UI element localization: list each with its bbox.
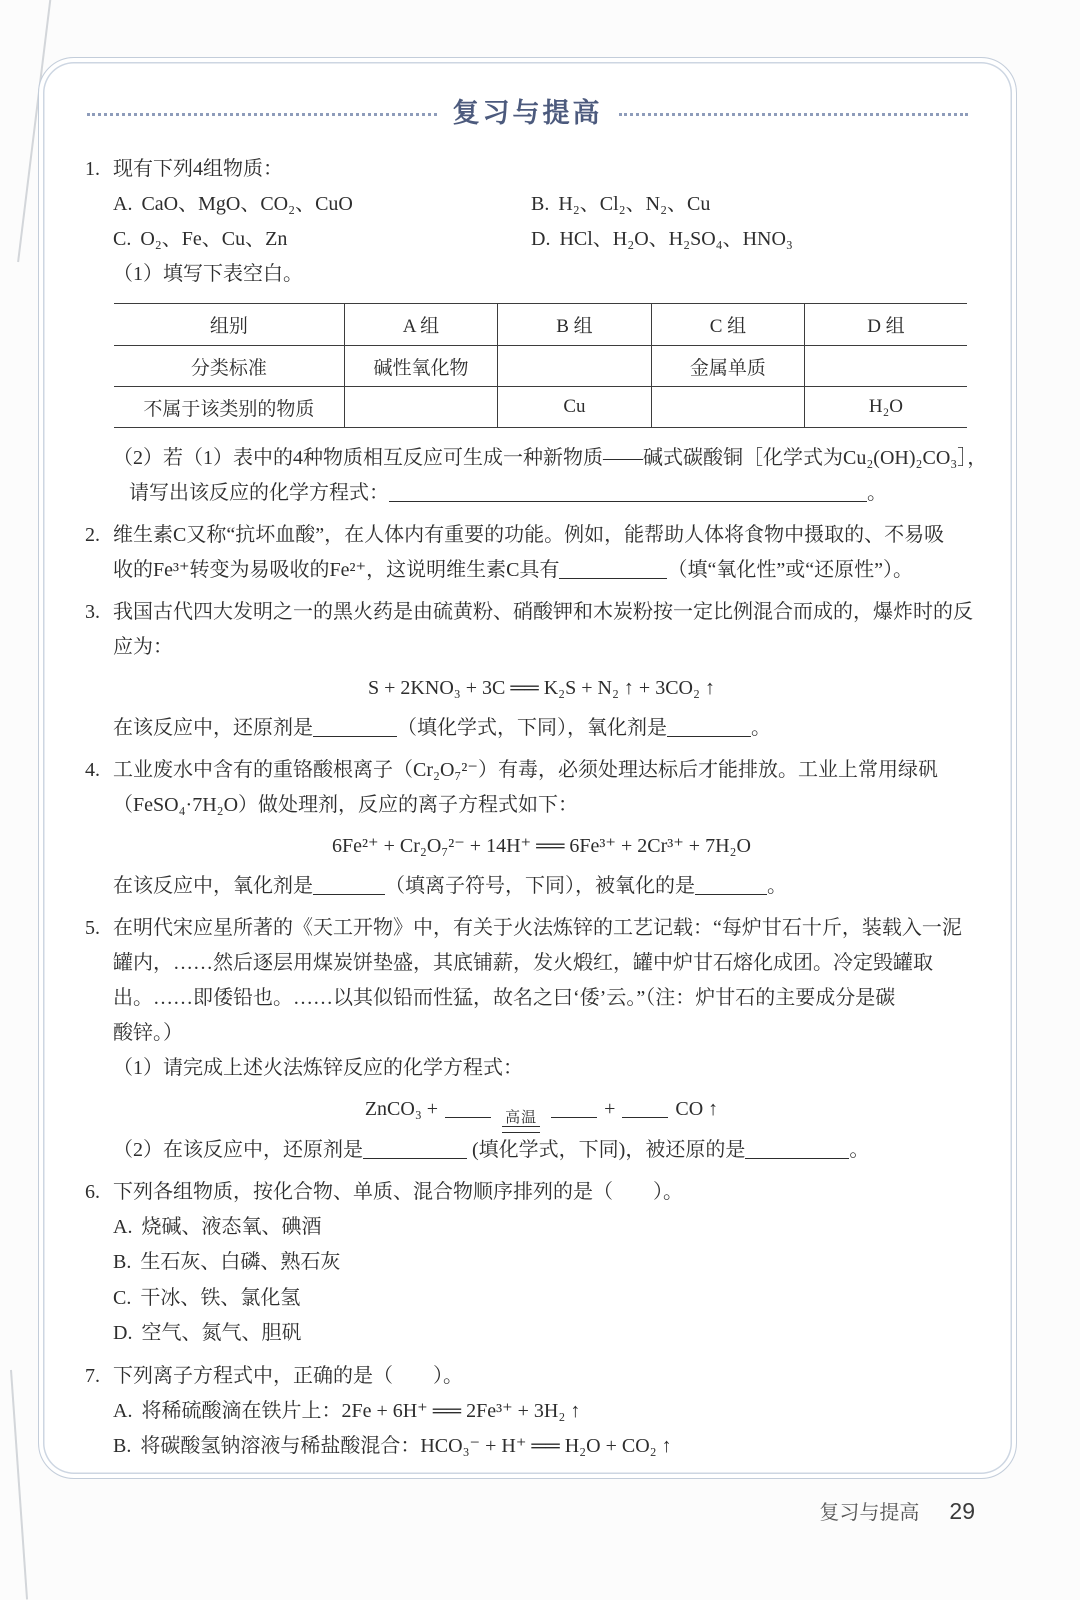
q2-hint: （填“氧化性”或“还原性”）。 [667, 559, 913, 581]
table-header-cell: B 组 [498, 304, 651, 346]
table-header-cell: 组别 [114, 304, 344, 346]
question-2 [85, 518, 970, 588]
answer-blank [622, 1103, 668, 1118]
scan-edge-artifact-bottom [10, 1370, 28, 1600]
question-1 [85, 152, 988, 511]
equals-double-line [502, 1126, 540, 1133]
question-5 [85, 911, 970, 1168]
question-4-equation: 6Fe²⁺ + Cr₂O₇²⁻ + 14H⁺ ══ 6Fe³⁺ + 2Cr³⁺ + 7H₂O [332, 835, 751, 857]
q4-fill-text-1: 在该反应中，氧化剂是 [113, 875, 313, 897]
question-3-line-1: 我国古代四大发明之一的黑火药是由硫黄粉、硝酸钾和木炭粉按一定比例混合而成的，爆炸时的反 [113, 601, 973, 623]
question-4-line-1: 工业废水中含有的重铬酸根离子（Cr₂O₇²⁻）有毒，必须处理达标后才能排放。工业上常用绿矾 [113, 759, 938, 781]
option-d-text: HCl、H₂O、H₂SO₄、HNO₃ [559, 228, 793, 250]
option-b-label: B. [113, 1435, 132, 1457]
table-header-cell: A 组 [344, 304, 497, 346]
question-3-number: 3. [85, 601, 100, 623]
option-a-text: CaO、MgO、CO₂、CuO [141, 193, 353, 215]
question-1-stem: 现有下列4组物质： [113, 158, 283, 180]
answer-blank [313, 880, 385, 895]
question-7 [85, 1359, 970, 1465]
question-6 [85, 1175, 970, 1352]
question-7-number: 7. [85, 1364, 100, 1387]
page-footer [0, 1496, 975, 1525]
question-5-equation [113, 1086, 970, 1133]
content-frame [38, 57, 1017, 1479]
question-6-stem: 下列各组物质，按化合物、单质、混合物顺序排列的是（ ）。 [113, 1180, 683, 1203]
question-3-fill-line [113, 711, 970, 746]
reaction-condition [502, 1110, 540, 1133]
q3-fill-text-2: （填化学式，下同），氧化剂是 [397, 717, 667, 739]
table-row [114, 346, 967, 387]
question-3-line-2: 应为： [113, 636, 173, 658]
question-1-part-2-line-2 [113, 476, 970, 511]
table-header-cell: D 组 [805, 304, 967, 346]
question-1-number: 1. [85, 158, 100, 180]
q2-text: 收的Fe³⁺转变为易吸收的Fe²⁺，这说明维生素C具有 [113, 559, 560, 581]
q4-sentence-end: 。 [767, 875, 787, 897]
question-6-option-b [113, 1245, 970, 1281]
question-6-option-d [113, 1316, 970, 1352]
answer-blank [363, 1144, 467, 1159]
option-b-text: 将碳酸氢钠溶液与稀盐酸混合：HCO₃⁻ + H⁺ ══ H₂O + CO₂ ↑ [140, 1435, 672, 1457]
question-1-option-b [531, 187, 970, 222]
answer-blank [389, 487, 867, 502]
table-cell [805, 346, 967, 387]
section-header [87, 98, 968, 128]
answer-blank [551, 1103, 597, 1118]
question-2-line-2 [113, 553, 970, 588]
q5-equation-reactant: ZnCO₃ + [364, 1098, 439, 1120]
q5-sentence-end: 。 [849, 1138, 870, 1161]
question-5-line-2: 罐内，……然后逐层用煤炭饼垫盛，其底铺薪，发火煅红，罐中炉甘石熔化成团。冷定毁罐取 [113, 952, 933, 974]
option-a-label: A. [113, 1399, 133, 1422]
question-5-line-4: 酸锌。） [113, 1022, 183, 1044]
question-3 [85, 595, 973, 746]
question-5-number: 5. [85, 917, 100, 939]
question-7-option-a [113, 1394, 970, 1430]
table-cell: 不属于该类别的物质 [114, 387, 344, 428]
q5-equation-plus: + [604, 1098, 616, 1120]
footer-section-label: 复习与提高 [819, 1502, 920, 1524]
question-6-option-c [113, 1281, 970, 1317]
question-6-number: 6. [85, 1180, 100, 1203]
q1-equation-prompt: 请写出该反应的化学方程式： [129, 482, 389, 504]
question-1-option-c [113, 222, 531, 257]
answer-blank [559, 564, 667, 579]
page-number: 29 [949, 1498, 975, 1524]
question-1-part-1: （1）填写下表空白。 [113, 263, 303, 285]
answer-blank [745, 1144, 849, 1159]
question-2-number: 2. [85, 524, 100, 546]
option-b-text: 生石灰、白磷、熟石灰 [140, 1251, 341, 1273]
q3-sentence-end: 。 [751, 717, 771, 739]
q1-sentence-end: 。 [867, 482, 887, 504]
question-7-stem: 下列离子方程式中，正确的是（ ）。 [113, 1364, 463, 1387]
question-4-fill-line [113, 869, 970, 904]
answer-blank [445, 1103, 491, 1118]
table-cell [651, 387, 804, 428]
dotted-line-left [87, 113, 437, 116]
option-b-label: B. [113, 1251, 132, 1273]
answer-blank [695, 880, 767, 895]
question-5-line-3: 出。……即倭铅也。……以其似铅而性猛，故名之曰‘倭’云。”（注：炉甘石的主要成分是碳 [113, 987, 896, 1009]
table-cell [344, 387, 497, 428]
option-d-label: D. [531, 228, 551, 250]
option-c-text: 干冰、铁、氯化氢 [140, 1286, 301, 1309]
q5-fill-text-1: （2）在该反应中，还原剂是 [113, 1138, 363, 1161]
q5-equation-product: CO ↑ [675, 1098, 719, 1120]
page-content [39, 58, 1016, 1465]
option-d-text: 空气、氮气、胆矾 [141, 1322, 302, 1344]
q5-fill-text-2: (填化学式，下同)，被还原的是 [467, 1138, 746, 1161]
table-cell: Cu [498, 387, 651, 428]
answer-blank [667, 722, 751, 737]
section-title: 复习与提高 [452, 98, 603, 128]
question-5-part-1: （1）请完成上述火法炼锌反应的化学方程式： [113, 1057, 523, 1079]
classification-table [114, 303, 967, 428]
table-cell: 碱性氧化物 [344, 346, 497, 387]
question-6-option-a [113, 1210, 970, 1246]
option-a-text: 将稀硫酸滴在铁片上：2Fe + 6H⁺ ══ 2Fe³⁺ + 3H₂ ↑ [141, 1399, 581, 1422]
question-4-line-2: （FeSO₄·7H₂O）做处理剂，反应的离子方程式如下： [113, 794, 579, 816]
question-4-number: 4. [85, 759, 100, 781]
option-a-label: A. [113, 1215, 133, 1238]
option-c-text: O₂、Fe、Cu、Zn [140, 228, 288, 250]
table-cell: 分类标准 [114, 346, 344, 387]
option-a-label: A. [113, 193, 133, 215]
table-header-row [114, 304, 967, 346]
option-c-label: C. [113, 228, 132, 250]
dotted-line-right [619, 113, 969, 116]
question-4 [85, 753, 970, 904]
question-3-equation: S + 2KNO₃ + 3C ══ K₂S + N₂ ↑ + 3CO₂ ↑ [368, 677, 715, 699]
table-cell [498, 346, 651, 387]
q3-fill-text-1: 在该反应中，还原剂是 [113, 717, 313, 739]
option-b-text: H₂、Cl₂、N₂、Cu [558, 193, 711, 215]
option-a-text: 烧碱、液态氧、碘酒 [141, 1215, 322, 1238]
option-c-label: C. [113, 1286, 132, 1309]
question-5-line-1: 在明代宋应星所著的《天工开物》中，有关于火法炼锌的工艺记载：“每炉甘石十斤，装载入一泥 [113, 917, 962, 939]
option-d-label: D. [113, 1322, 133, 1344]
answer-blank [313, 722, 397, 737]
question-2-line-1: 维生素C又称“抗坏血酸”，在人体内有重要的功能。例如，能帮助人体将食物中摄取的、不易吸 [113, 524, 945, 546]
condition-label: 高温 [505, 1110, 538, 1126]
question-1-options [113, 187, 970, 257]
question-1-option-a [113, 187, 531, 222]
option-b-label: B. [531, 193, 550, 215]
question-1-option-d [531, 222, 970, 257]
table-row [114, 387, 967, 428]
q4-fill-text-2: （填离子符号，下同），被氧化的是 [385, 875, 695, 897]
question-7-option-b [113, 1429, 970, 1465]
table-header-cell: C 组 [651, 304, 804, 346]
question-5-part-2 [113, 1133, 970, 1168]
table-cell: H₂O [805, 387, 967, 428]
question-1-part-2-line-1: （2）若（1）表中的4种物质相互反应可生成一种新物质——碱式碳酸铜［化学式为Cu₂(OH)₂CO₃］， [113, 447, 988, 469]
table-cell: 金属单质 [651, 346, 804, 387]
